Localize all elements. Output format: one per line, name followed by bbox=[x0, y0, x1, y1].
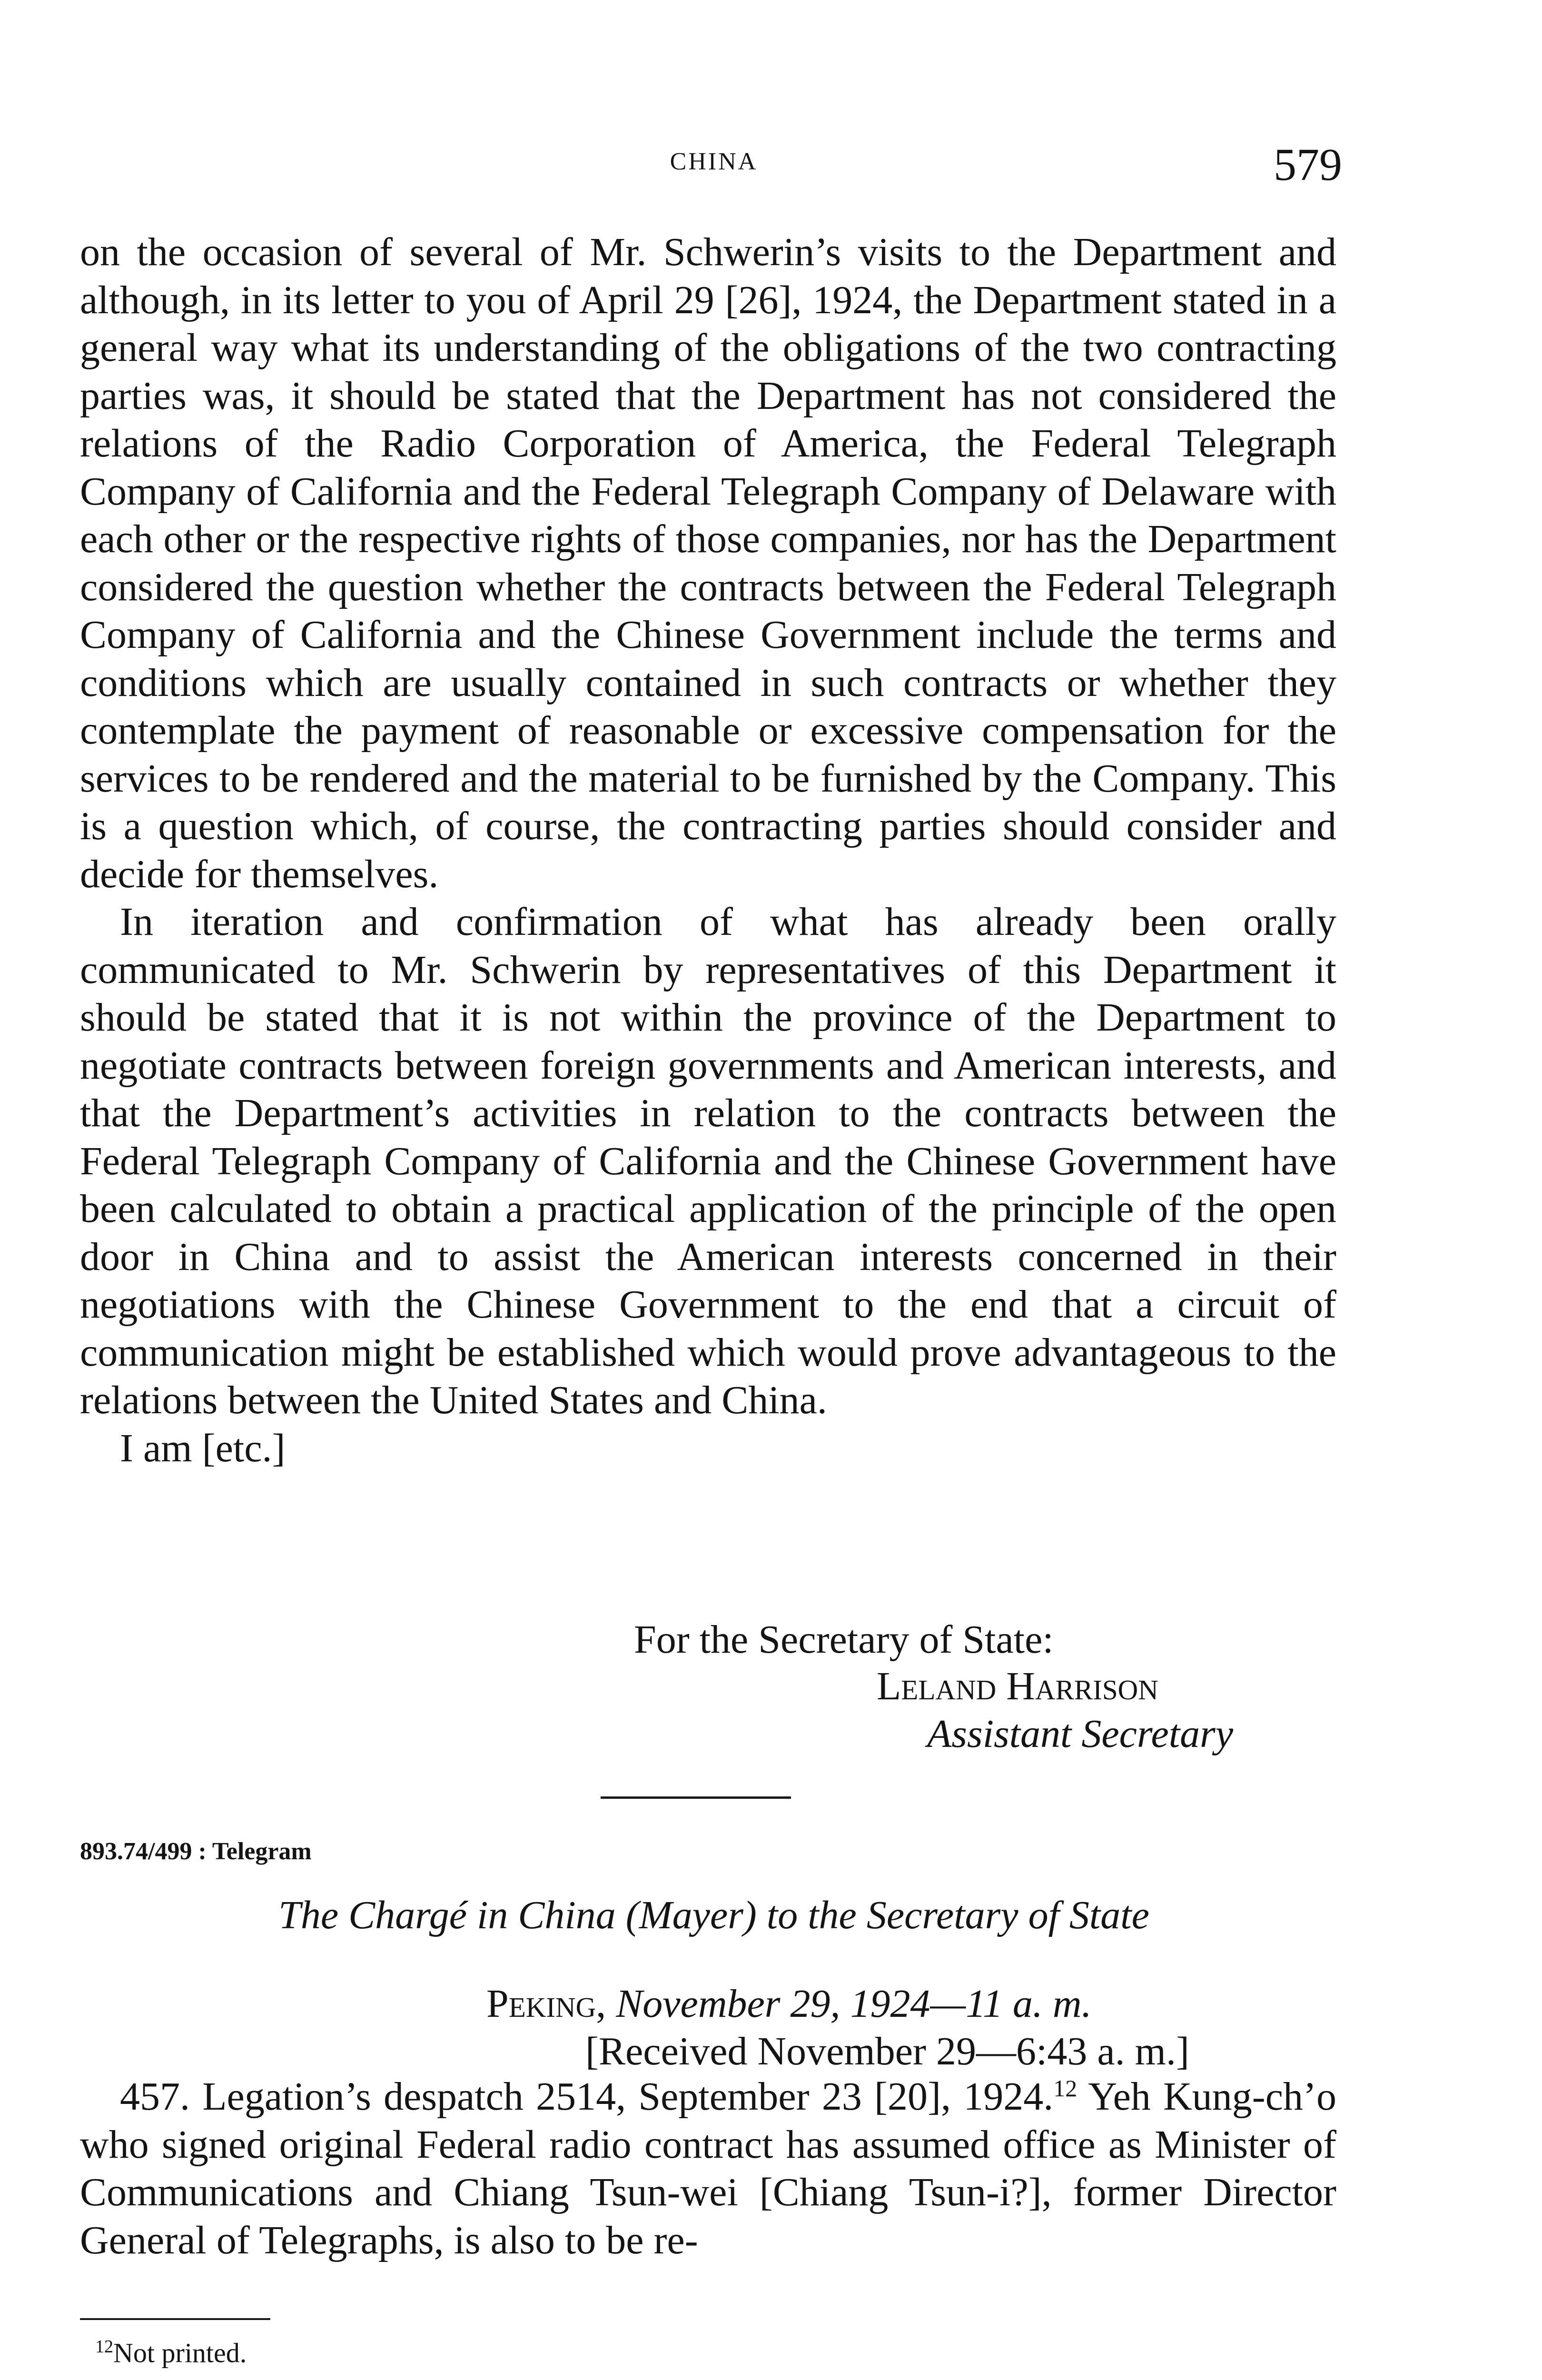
telegram-paragraph bbox=[80, 2073, 1336, 2264]
letter-closing: I am [etc.] bbox=[120, 1426, 286, 1470]
dateline-place: Peking, bbox=[486, 1982, 606, 2026]
dateline bbox=[486, 1980, 1092, 2028]
telegram-text-start: 457. Legation’s despatch 2514, September 23 [20], 1924. bbox=[120, 2074, 1054, 2119]
footnote-text: Not printed. bbox=[113, 2337, 247, 2369]
letter-paragraph-1: on the occasion of several of Mr. Schwerin’s visits to the Department and although, in its letter to you of April 29 [26], 1924, the Department stated in a general way what its understanding of the obligations of the two contracting parties was, it should be stated that the Department has not considered the relations of the Radio Corporation of America, the Federal Telegraph Company of California and the Federal Telegraph Company of Delaware with each other or the respective rights of those companies, nor has the Department considered the question whether the contracts between the Federal Telegraph Company of California and the Chinese Government include the terms and conditions which are usually contained in such contracts or whether they contemplate the payment of reasonable or excessive compensation for the services to be rendered and the material to be furnished by the Company. This is a question which, of course, the contracting parties should consider and decide for themselves. bbox=[80, 230, 1336, 896]
dateline-date: November 29, 1924—11 a. m. bbox=[616, 1982, 1092, 2026]
file-reference: 893.74/499 : Telegram bbox=[80, 1838, 312, 1865]
telegram-body bbox=[80, 2073, 1336, 2264]
received-line: [Received November 29—6:43 a. m.] bbox=[585, 2029, 1189, 2073]
signature-name: Leland Harrison bbox=[877, 1664, 1158, 1708]
letter-body bbox=[80, 228, 1336, 1472]
letter-paragraph-2: In iteration and confirmation of what has already been orally communicated to Mr. Schwerin by representatives of this Department it should be stated that it is not within the province of the Department to negotiate contracts between foreign governments and American interests, and that the Department’s activities in relation to the contracts between the Federal Telegraph Company of California and the Chinese Government have been calculated to obtain a practical application of the principle of the open door in China and to assist the American interests concerned in their negotiations with the Chinese Government to the end that a circuit of communication might be established which would prove advantageous to the relations between the United States and China. bbox=[80, 900, 1336, 1422]
running-head: CHINA bbox=[670, 148, 758, 175]
footnote-reference: 12 bbox=[1053, 2075, 1077, 2102]
telegram-text-rest: Yeh Kung-ch’o who signed original Federal radio contract has assumed office as Minister of Communications and Chiang Tsun-wei [Chiang Tsun-i?], former Director General of Telegraphs, is also to be re- bbox=[80, 2074, 1337, 2262]
footnote bbox=[95, 2336, 247, 2369]
footnote-rule bbox=[80, 2318, 270, 2320]
section-divider bbox=[601, 1796, 791, 1799]
footnote-marker: 12 bbox=[95, 2337, 113, 2357]
document-heading: The Chargé in China (Mayer) to the Secretary of State bbox=[278, 1893, 1149, 1937]
signature-title: Assistant Secretary bbox=[927, 1712, 1234, 1756]
page-number: 579 bbox=[1274, 139, 1342, 190]
signature-for-line: For the Secretary of State: bbox=[634, 1617, 1054, 1662]
